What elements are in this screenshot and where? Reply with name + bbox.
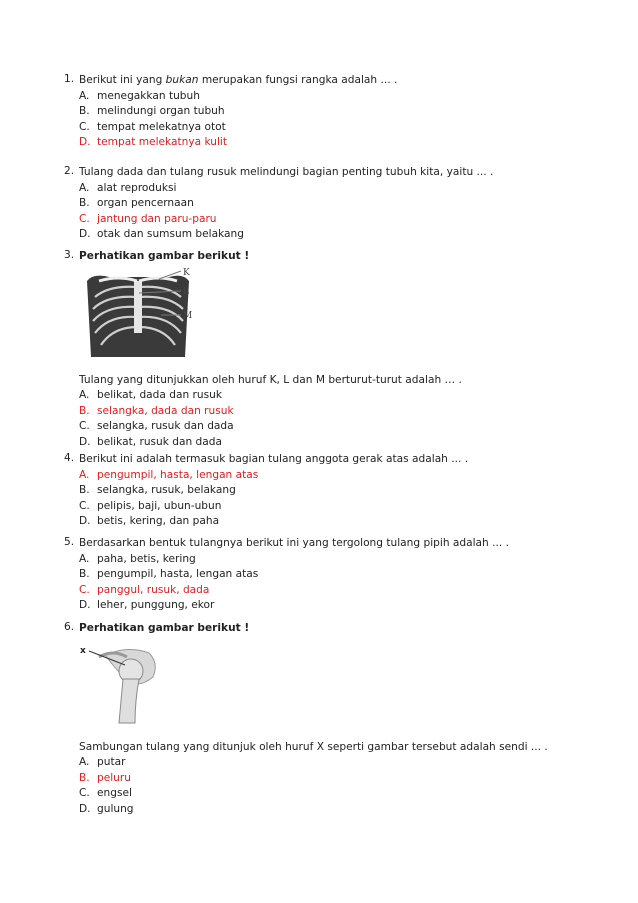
figure-label-l: L [183, 286, 189, 297]
shoulder-joint-figure [79, 643, 169, 725]
option-b: B. pengumpil, hasta, lengan atas [79, 568, 259, 581]
option-b-correct: B. selangka, dada dan rusuk [79, 404, 234, 417]
option-d: D. belikat, rusuk dan dada [79, 435, 222, 448]
option-a: A. belikat, dada dan rusuk [79, 389, 222, 402]
option-a-correct: A. pengumpil, hasta, lengan atas [79, 468, 259, 481]
question-5 [64, 536, 599, 614]
question-1 [64, 73, 599, 151]
emphasis-word: bukan [165, 74, 199, 86]
question-number: 4. [64, 452, 75, 464]
question-stem: Perhatikan gambar berikut ! [79, 622, 250, 634]
question-2 [64, 165, 599, 243]
option-c-correct: C. panggul, rusuk, dada [79, 583, 210, 596]
question-number: 1. [64, 73, 75, 85]
option-d: D. otak dan sumsum belakang [79, 228, 244, 241]
figure-label-k: K [183, 267, 190, 278]
option-b: B. organ pencernaan [79, 197, 194, 210]
option-d: D. gulung [79, 802, 134, 815]
figure-label-x: x [80, 645, 86, 656]
figure-label-m: M [183, 310, 193, 321]
question-6 [64, 621, 599, 818]
option-c: C. tempat melekatnya otot [79, 120, 226, 133]
question-number: 5. [64, 536, 75, 548]
question-4 [64, 452, 599, 530]
question-stem: Perhatikan gambar berikut ! [79, 250, 250, 262]
question-stem: Berdasarkan bentuk tulangnya berikut ini yang tergolong tulang pipih adalah ... . [79, 537, 509, 549]
option-a: A. menegakkan tubuh [79, 89, 200, 102]
option-c: C. engsel [79, 787, 132, 800]
option-a: A. paha, betis, kering [79, 552, 196, 565]
option-a: A. putar [79, 756, 126, 769]
question-stem: Berikut ini yang bukan merupakan fungsi rangka adalah ... . [79, 74, 398, 86]
ribcage-figure [79, 267, 219, 363]
question-3 [64, 249, 599, 451]
question-number: 2. [64, 165, 75, 177]
option-d: D. betis, kering, dan paha [79, 515, 220, 528]
option-c: C. pelipis, baji, ubun-ubun [79, 499, 222, 512]
option-d: D. leher, punggung, ekor [79, 599, 215, 612]
question-number: 6. [64, 621, 75, 633]
option-a: A. alat reproduksi [79, 181, 177, 194]
option-b: B. selangka, rusuk, belakang [79, 484, 236, 497]
option-b: B. melindungi organ tubuh [79, 105, 225, 118]
option-c: C. selangka, rusuk dan dada [79, 420, 234, 433]
question-stem: Tulang dada dan tulang rusuk melindungi bagian penting tubuh kita, yaitu ... . [79, 166, 494, 178]
option-c-correct: C. jantung dan paru-paru [79, 212, 217, 225]
question-stem: Berikut ini adalah termasuk bagian tulang anggota gerak atas adalah ... . [79, 453, 469, 465]
option-d-correct: D. tempat melekatnya kulit [79, 136, 228, 149]
question-number: 3. [64, 249, 75, 261]
option-b-correct: B. peluru [79, 771, 131, 784]
question-text: Sambungan tulang yang ditunjuk oleh huruf X seperti gambar tersebut adalah sendi ... . [79, 740, 548, 753]
question-text: Tulang yang ditunjukkan oleh huruf K, L dan M berturut-turut adalah … . [79, 373, 462, 386]
